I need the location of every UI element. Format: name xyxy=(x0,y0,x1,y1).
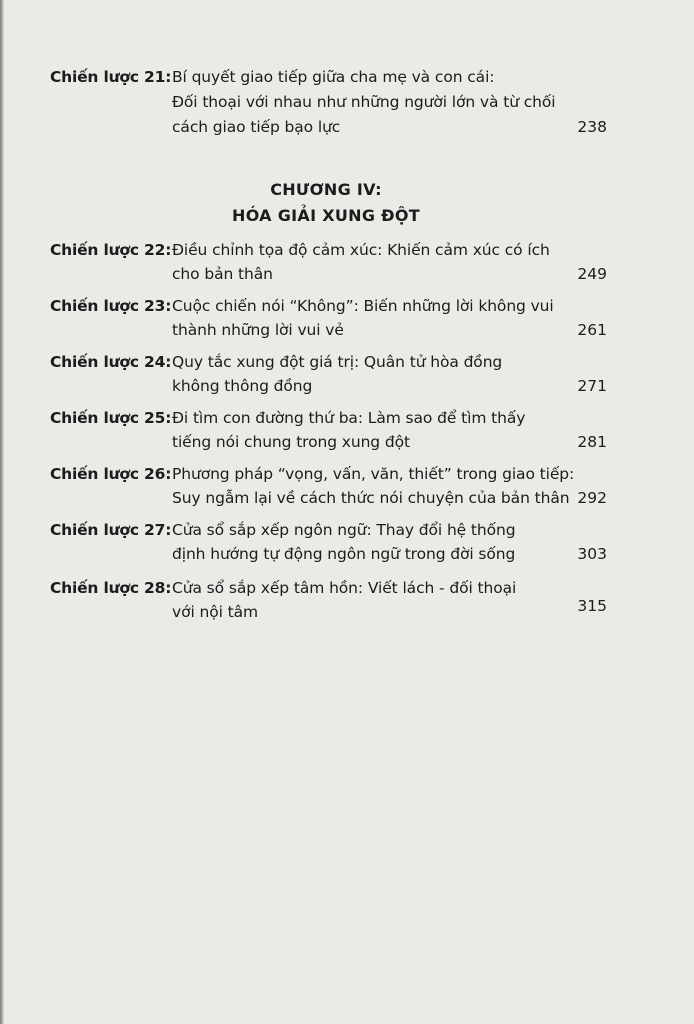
entry-page-number: 281 xyxy=(577,433,607,451)
entry-title-line-2: định hướng tự động ngôn ngữ trong đời sống xyxy=(172,545,516,563)
entry-title-line-2: cho bản thân xyxy=(172,265,273,283)
entry-title-line-1: Cuộc chiến nói “Không”: Biến những lời không vui xyxy=(172,297,554,315)
entry-label: Chiến lược 24: xyxy=(50,353,172,371)
entry-title-line-1: Bí quyết giao tiếp giữa cha mẹ và con cái: xyxy=(172,68,495,86)
entry-title-line-1: Đi tìm con đường thứ ba: Làm sao để tìm thấy xyxy=(172,409,526,427)
entry-page-number: 271 xyxy=(577,377,607,395)
entry-title-line-1: Cửa sổ sắp xếp tâm hồn: Viết lách - đối thoại xyxy=(172,579,517,597)
entry-title-line-3: cách giao tiếp bạo lực xyxy=(172,118,341,136)
entry-title-line-1: Điều chỉnh tọa độ cảm xúc: Khiến cảm xúc có ích xyxy=(172,241,550,259)
entry-label: Chiến lược 26: xyxy=(50,465,172,483)
entry-label: Chiến lược 25: xyxy=(50,409,172,427)
entry-page-number: 238 xyxy=(577,118,607,136)
entry-title-line-2: với nội tâm xyxy=(172,603,259,621)
entry-title-line-1: Cửa sổ sắp xếp ngôn ngữ: Thay đổi hệ thống xyxy=(172,521,516,539)
entry-page-number: 303 xyxy=(577,545,607,563)
entry-label: Chiến lược 21: xyxy=(50,68,172,86)
entry-page-number: 292 xyxy=(577,489,607,507)
entry-title-line-2: không thông đồng xyxy=(172,377,313,395)
entry-label: Chiến lược 23: xyxy=(50,297,172,315)
entry-title-line-2: tiếng nói chung trong xung đột xyxy=(172,433,410,451)
entry-title-line-2: thành những lời vui vẻ xyxy=(172,321,344,339)
entry-title-line-1: Quy tắc xung đột giá trị: Quân tử hòa đồng xyxy=(172,353,503,371)
entry-page-number: 261 xyxy=(577,321,607,339)
entry-title-line-2: Suy ngẫm lại về cách thức nói chuyện của bản thân xyxy=(172,489,570,507)
entry-label: Chiến lược 22: xyxy=(50,241,172,259)
entry-title-line-1: Phương pháp “vọng, vấn, văn, thiết” trong giao tiếp: xyxy=(172,465,575,483)
entry-page-number: 249 xyxy=(577,265,607,283)
entry-label: Chiến lược 27: xyxy=(50,521,172,539)
chapter-title: HÓA GIẢI XUNG ĐỘT xyxy=(232,206,420,225)
chapter-number: CHƯƠNG IV: xyxy=(270,180,382,199)
entry-title-line-2: Đối thoại với nhau như những người lớn và từ chối xyxy=(172,93,556,111)
entry-label: Chiến lược 28: xyxy=(50,579,172,597)
page-edge-shadow xyxy=(0,0,4,1024)
entry-page-number: 315 xyxy=(577,597,607,615)
